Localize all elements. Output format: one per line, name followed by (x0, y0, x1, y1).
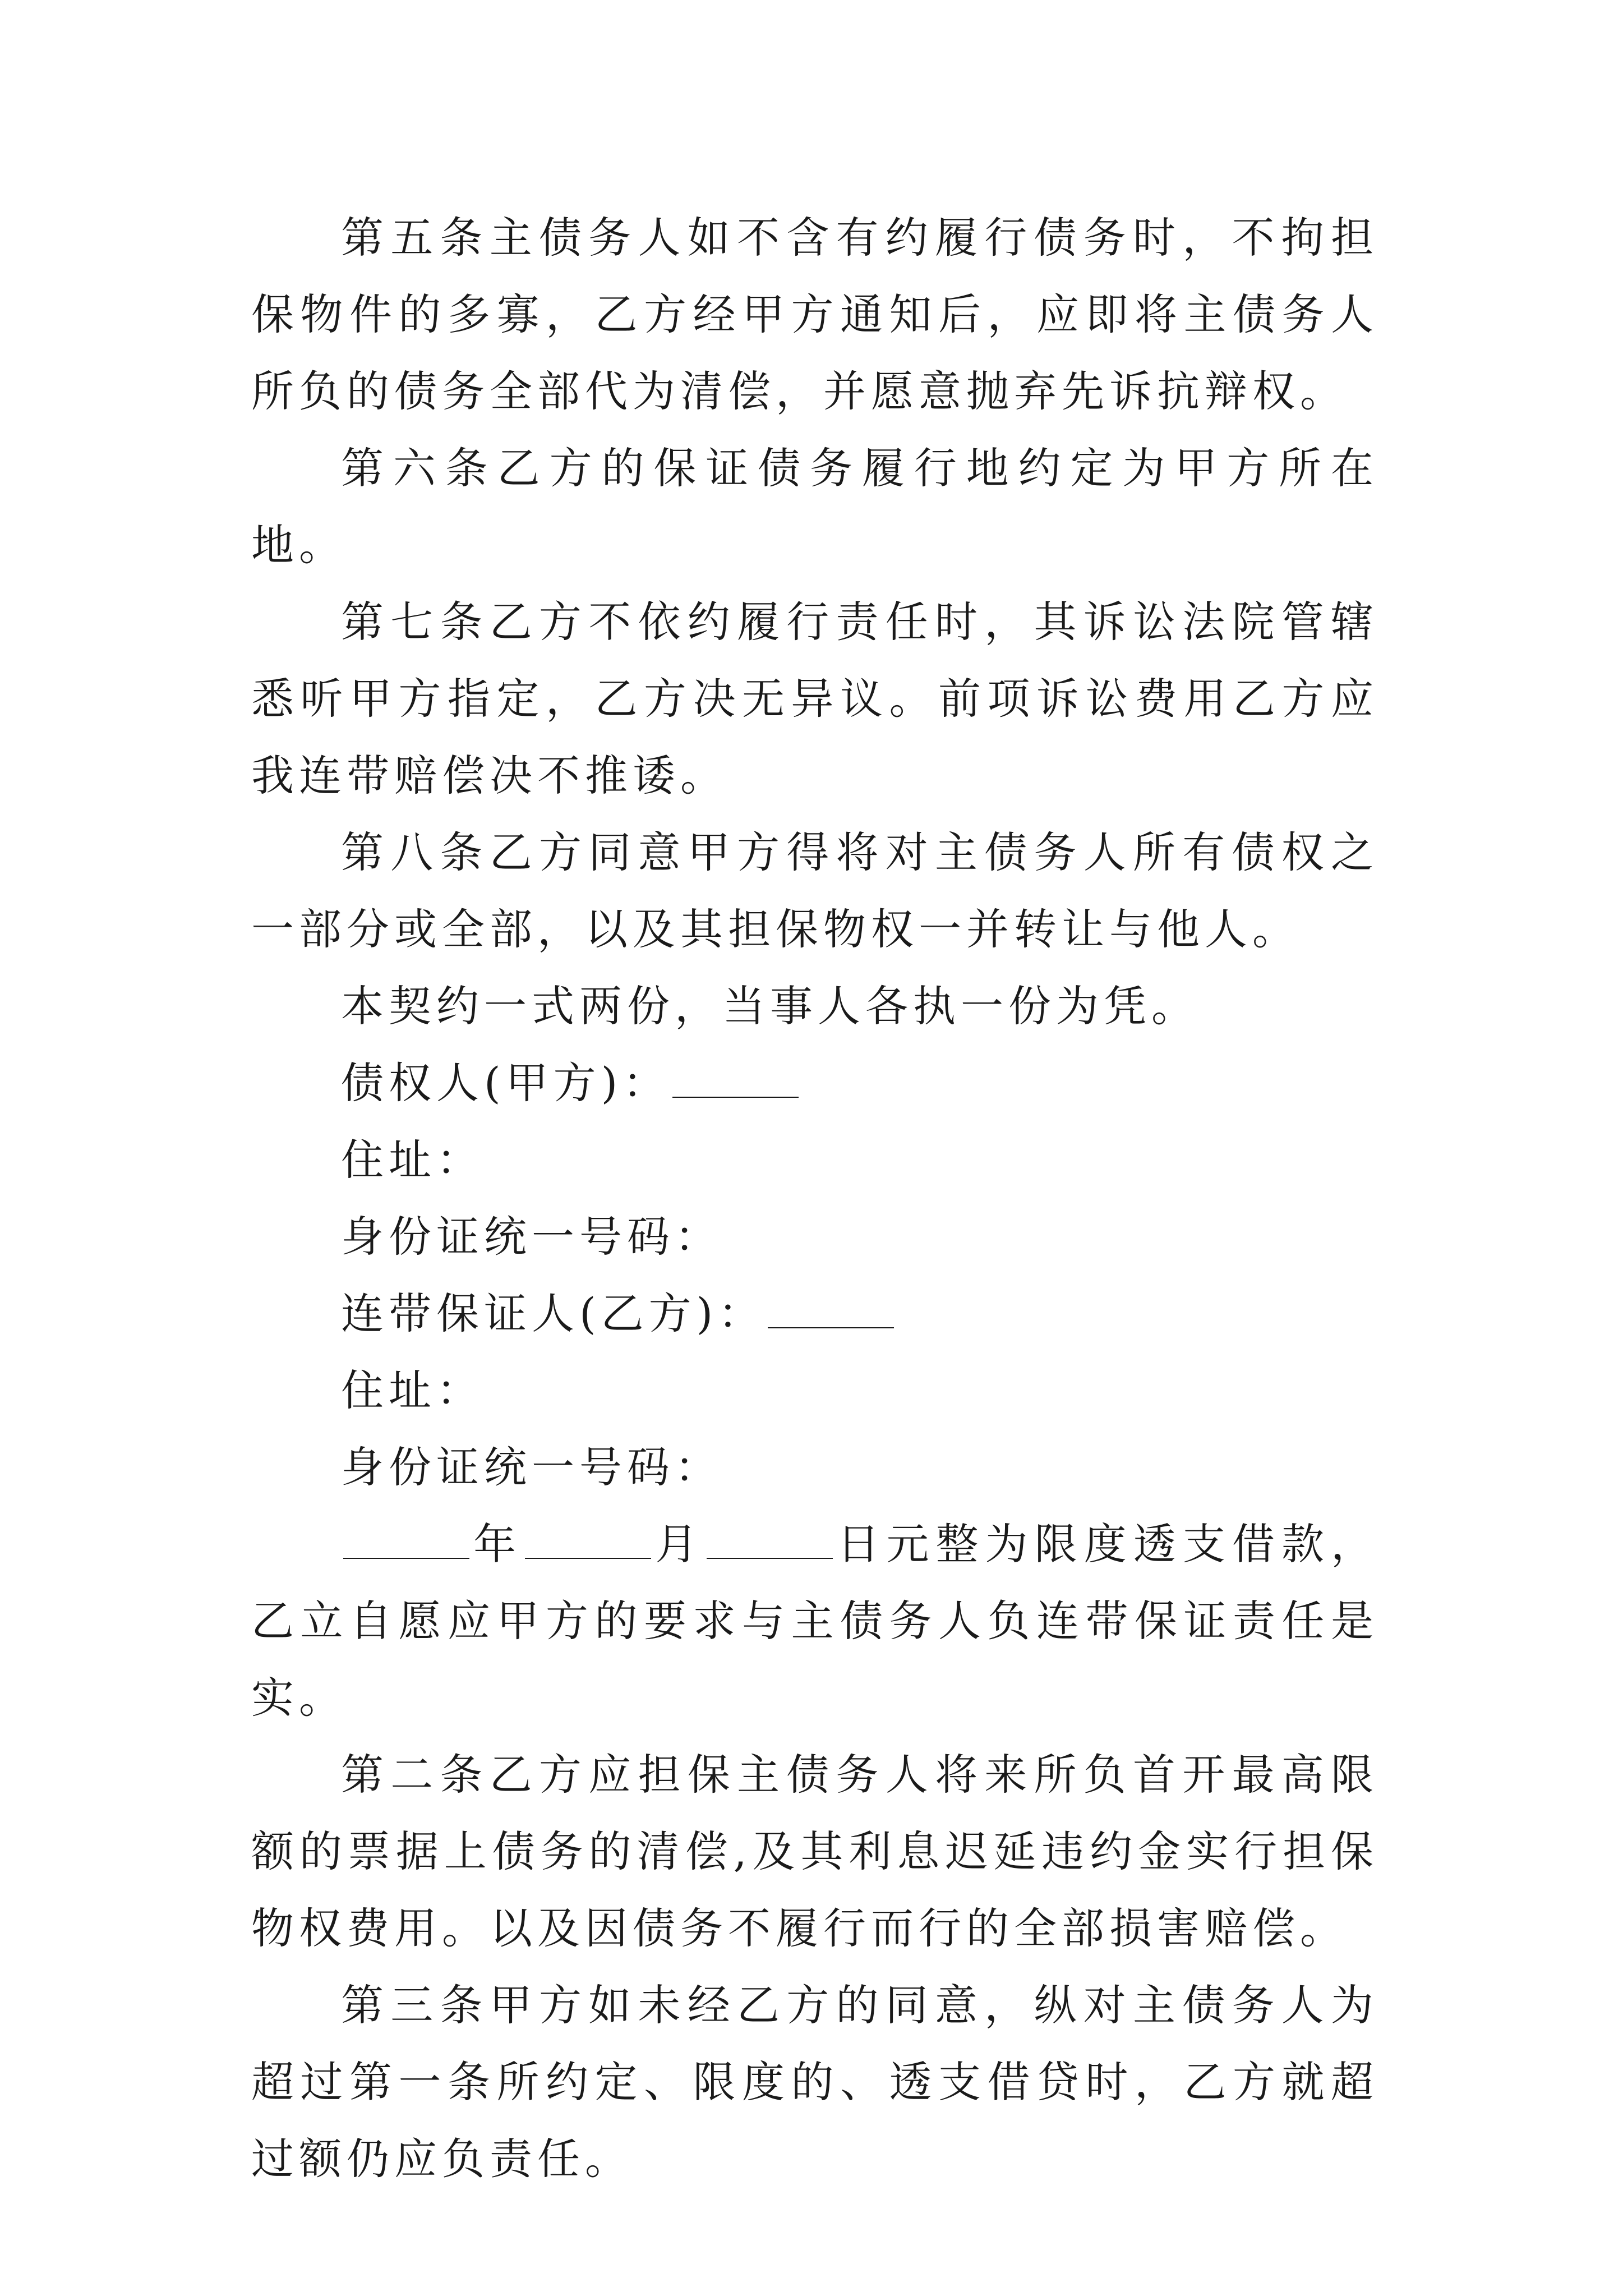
article-6-paragraph: 第六条乙方的保证债务履行地约定为甲方所在地。 (251, 443, 1378, 570)
month-label: 月 (653, 1519, 705, 1569)
article-3-paragraph: 第三条甲方如未经乙方的同意，纵对主债务人为超过第一条所约定、限度的、透支借贷时，乙方就超过额仍应负责任。 (251, 1980, 1378, 2184)
creditor-address-label: 住址： (341, 1135, 484, 1185)
guarantor-address-label: 住址： (341, 1365, 484, 1415)
month-blank (525, 1520, 651, 1559)
guarantor-line (251, 1275, 1378, 1352)
day-and-text: 日元整为限度透支借款，乙立自愿应甲方的要求与主债务人负连带保证责任是实。 (251, 1519, 1379, 1723)
guarantor-id-label: 身份证统一号码： (341, 1442, 722, 1492)
creditor-id-label: 身份证统一号码： (341, 1212, 722, 1262)
day-blank (707, 1520, 833, 1559)
guarantor-label: 连带保证人(乙方)： (341, 1289, 766, 1338)
date-loan-paragraph (251, 1506, 1378, 1736)
creditor-blank (672, 1059, 799, 1098)
article-8-paragraph: 第八条乙方同意甲方得将对主债务人所有债权之一部分或全部，以及其担保物权一并转让与他人。 (251, 827, 1378, 954)
creditor-line (251, 1045, 1378, 1121)
year-blank (343, 1520, 469, 1559)
guarantor-blank (768, 1289, 894, 1328)
article-7-paragraph: 第七条乙方不依约履行责任时，其诉讼法院管辖悉听甲方指定，乙方决无异议。前项诉讼费用乙方应我连带赔偿决不推诿。 (251, 597, 1378, 800)
article-2-paragraph: 第二条乙方应担保主债务人将来所负首开最高限额的票据上债务的清偿,及其利息迟延违约金实行担保物权费用。以及因债务不履行而行的全部损害赔偿。 (251, 1750, 1378, 1953)
copies-statement: 本契约一式两份，当事人各执一份为凭。 (341, 981, 1199, 1031)
document-page (251, 199, 1378, 2197)
article-5-paragraph: 第五条主债务人如不含有约履行债务时，不拘担保物件的多寡，乙方经甲方通知后，应即将主债务人所负的债务全部代为清偿，并愿意抛弃先诉抗辩权。 (251, 213, 1378, 416)
creditor-label: 债权人(甲方)： (341, 1058, 671, 1108)
year-label: 年 (472, 1519, 523, 1569)
